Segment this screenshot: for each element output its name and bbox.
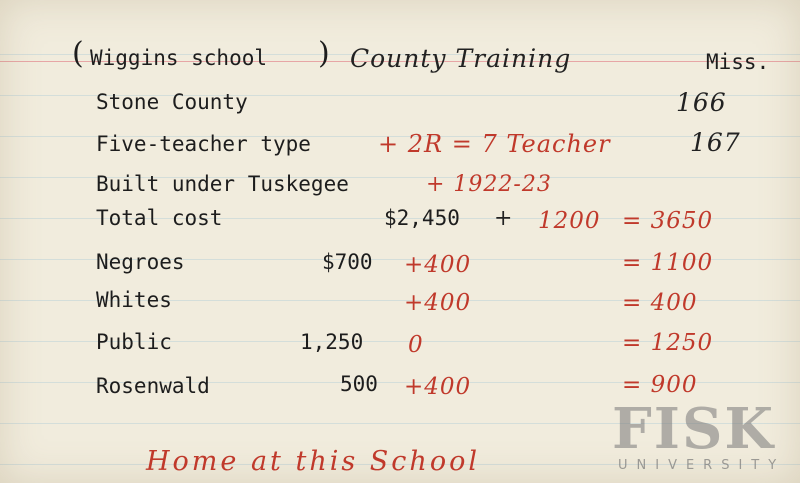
county-number: 166 bbox=[676, 88, 727, 117]
total-cost-typed: $2,450 bbox=[384, 206, 460, 230]
open-parenthesis: ( bbox=[72, 36, 84, 71]
training-note: County Training bbox=[350, 44, 572, 73]
whites-result: = 400 bbox=[622, 290, 698, 316]
rosenwald-label: Rosenwald bbox=[96, 374, 210, 398]
public-result: = 1250 bbox=[622, 330, 714, 356]
negroes-label: Negroes bbox=[96, 250, 185, 274]
logo-subtext: UNIVERSITY bbox=[618, 458, 786, 473]
rosenwald-added: +400 bbox=[404, 374, 472, 400]
total-cost-result: = 3650 bbox=[622, 208, 714, 234]
type-label: Five-teacher type bbox=[96, 132, 311, 156]
total-cost-plus: + bbox=[494, 206, 514, 231]
public-typed: 1,250 bbox=[300, 330, 364, 354]
school-name: Wiggins school bbox=[90, 46, 268, 70]
whites-added: +400 bbox=[404, 290, 472, 316]
rosenwald-typed: 500 bbox=[340, 372, 378, 396]
fisk-university-logo bbox=[612, 396, 792, 476]
type-number: 167 bbox=[690, 128, 741, 157]
built-label: Built under Tuskegee bbox=[96, 172, 349, 196]
county-label: Stone County bbox=[96, 90, 248, 114]
negroes-typed: $700 bbox=[322, 250, 373, 274]
public-added: 0 bbox=[408, 332, 424, 358]
teacher-annotation: + 2R = 7 Teacher bbox=[378, 130, 611, 158]
logo-wordmark: FISK bbox=[612, 396, 776, 462]
year-annotation: + 1922-23 bbox=[426, 172, 552, 197]
negroes-result: = 1100 bbox=[622, 250, 714, 276]
total-cost-added: 1200 bbox=[538, 208, 601, 234]
state-label: Miss. bbox=[706, 50, 770, 74]
footer-note: Home at this School bbox=[146, 446, 480, 477]
public-label: Public bbox=[96, 330, 172, 354]
total-cost-label: Total cost bbox=[96, 206, 223, 230]
rosenwald-result: = 900 bbox=[622, 372, 698, 398]
whites-label: Whites bbox=[96, 288, 172, 312]
negroes-added: +400 bbox=[404, 252, 472, 278]
close-parenthesis: ) bbox=[318, 36, 330, 71]
